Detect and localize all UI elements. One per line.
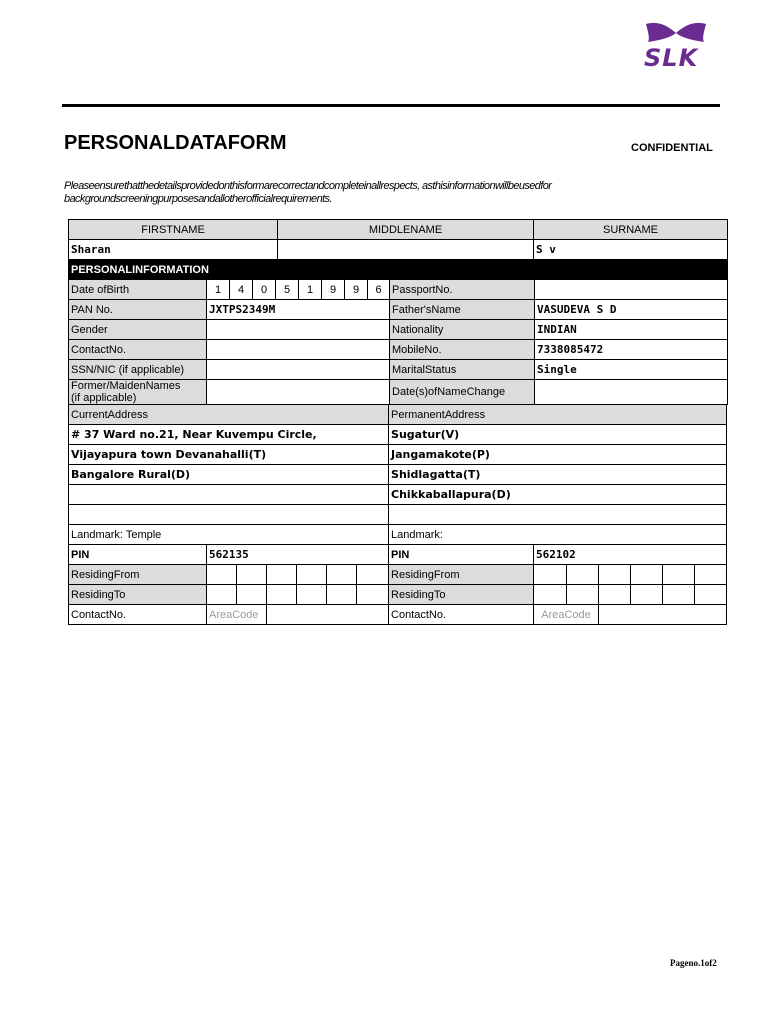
header-divider xyxy=(62,104,720,107)
current-pin-label: PIN xyxy=(69,545,207,565)
dob-label: Date ofBirth xyxy=(69,280,207,300)
nationality-label: Nationality xyxy=(390,320,535,340)
date-box[interactable] xyxy=(695,585,727,605)
mobile-label: MobileNo. xyxy=(390,340,535,360)
date-box[interactable] xyxy=(631,585,663,605)
former-names-field[interactable] xyxy=(207,380,390,405)
dob-digit[interactable]: 9 xyxy=(345,280,368,300)
surname-field[interactable]: S v xyxy=(534,240,728,260)
nationality-field[interactable]: INDIAN xyxy=(535,320,728,340)
ssn-field[interactable] xyxy=(207,360,390,380)
date-box[interactable] xyxy=(567,565,599,585)
date-box[interactable] xyxy=(631,565,663,585)
date-box[interactable] xyxy=(357,565,389,585)
permanent-pin-field[interactable]: 562102 xyxy=(534,545,727,565)
bow-icon xyxy=(644,22,708,44)
current-pin-field[interactable]: 562135 xyxy=(207,545,389,565)
passport-field[interactable] xyxy=(535,280,728,300)
permanent-address-line[interactable]: Sugatur(V) xyxy=(389,425,727,445)
name-change-label: Date(s)ofNameChange xyxy=(390,380,535,405)
permanent-contact-field[interactable] xyxy=(599,605,727,625)
former-names-label xyxy=(69,380,207,405)
date-box[interactable] xyxy=(207,585,237,605)
date-box[interactable] xyxy=(599,585,631,605)
current-address-label: CurrentAddress xyxy=(69,405,389,425)
date-box[interactable] xyxy=(663,565,695,585)
dob-digit[interactable]: 1 xyxy=(299,280,322,300)
permanent-pin-label: PIN xyxy=(389,545,534,565)
marital-status-field[interactable]: Single xyxy=(535,360,728,380)
page-title: PERSONALDATAFORM xyxy=(64,132,287,154)
father-name-label: Father'sName xyxy=(390,300,535,320)
first-name-header: FIRSTNAME xyxy=(69,220,278,240)
dob-digit[interactable]: 0 xyxy=(253,280,276,300)
mobile-field[interactable]: 7338085472 xyxy=(535,340,728,360)
current-address-line[interactable] xyxy=(69,485,389,505)
current-contact-label: ContactNo. xyxy=(69,605,207,625)
middle-name-field[interactable] xyxy=(278,240,534,260)
former-names-label-line2: (if applicable) xyxy=(71,392,137,404)
date-box[interactable] xyxy=(237,585,267,605)
date-box[interactable] xyxy=(567,585,599,605)
page-number: Pageno.1of2 xyxy=(670,958,717,968)
permanent-address-line[interactable]: Chikkaballapura(D) xyxy=(389,485,727,505)
contact-label: ContactNo. xyxy=(69,340,207,360)
permanent-address-line[interactable]: Jangamakote(P) xyxy=(389,445,727,465)
date-box[interactable] xyxy=(297,585,327,605)
permanent-address-line[interactable] xyxy=(389,505,727,525)
name-table xyxy=(68,219,728,260)
intro-text: Pleaseensurethatthedetailsprovidedonthisformarecorrectandcompleteinallrespects, asthisinformationwillbeusedfor backgroundscreeningpurposesandallotherofficialrequirements. xyxy=(64,180,552,205)
ssn-label: SSN/NIC (if applicable) xyxy=(69,360,207,380)
permanent-landmark-field[interactable]: Landmark: xyxy=(389,525,727,545)
former-names-label-line1: Former/MaidenNames xyxy=(71,380,181,392)
permanent-residing-to-label: ResidingTo xyxy=(389,585,534,605)
dob-digit[interactable]: 1 xyxy=(207,280,230,300)
first-name-field[interactable]: Sharan xyxy=(69,240,278,260)
personal-info-table xyxy=(68,259,728,405)
current-area-code-field[interactable]: AreaCode xyxy=(207,605,267,625)
permanent-residing-from-label: ResidingFrom xyxy=(389,565,534,585)
surname-header: SURNAME xyxy=(534,220,728,240)
personal-data-form xyxy=(68,219,727,625)
current-residing-to-label: ResidingTo xyxy=(69,585,207,605)
father-name-field[interactable]: VASUDEVA S D xyxy=(535,300,728,320)
date-box[interactable] xyxy=(207,565,237,585)
current-address-line[interactable] xyxy=(69,505,389,525)
permanent-area-code-field[interactable]: AreaCode xyxy=(534,605,599,625)
gender-field[interactable] xyxy=(207,320,390,340)
date-box[interactable] xyxy=(599,565,631,585)
dob-digit[interactable]: 9 xyxy=(322,280,345,300)
personal-info-section-title: PERSONALINFORMATION xyxy=(69,260,728,280)
date-box[interactable] xyxy=(534,565,567,585)
date-box[interactable] xyxy=(534,585,567,605)
current-landmark-field[interactable]: Landmark: Temple xyxy=(69,525,389,545)
slk-logo xyxy=(640,22,712,72)
current-address-line[interactable]: # 37 Ward no.21, Near Kuvempu Circle, xyxy=(69,425,389,445)
pan-field[interactable]: JXTPS2349M xyxy=(207,300,390,320)
date-box[interactable] xyxy=(663,585,695,605)
date-box[interactable] xyxy=(267,565,297,585)
address-table xyxy=(68,404,727,625)
gender-label: Gender xyxy=(69,320,207,340)
current-contact-field[interactable] xyxy=(267,605,389,625)
dob-digit[interactable]: 6 xyxy=(368,280,390,300)
confidential-label: CONFIDENTIAL xyxy=(631,142,713,154)
contact-field[interactable] xyxy=(207,340,390,360)
dob-digit[interactable]: 4 xyxy=(230,280,253,300)
date-box[interactable] xyxy=(695,565,727,585)
date-box[interactable] xyxy=(267,585,297,605)
logo-text: SLK xyxy=(644,44,699,72)
date-box[interactable] xyxy=(237,565,267,585)
date-box[interactable] xyxy=(357,585,389,605)
current-residing-from-label: ResidingFrom xyxy=(69,565,207,585)
permanent-address-line[interactable]: Shidlagatta(T) xyxy=(389,465,727,485)
current-address-line[interactable]: Vijayapura town Devanahalli(T) xyxy=(69,445,389,465)
name-change-field[interactable] xyxy=(535,380,728,405)
date-box[interactable] xyxy=(297,565,327,585)
marital-status-label: MaritalStatus xyxy=(390,360,535,380)
permanent-contact-label: ContactNo. xyxy=(389,605,534,625)
dob-digit[interactable]: 5 xyxy=(276,280,299,300)
passport-label: PassportNo. xyxy=(390,280,535,300)
current-address-line[interactable]: Bangalore Rural(D) xyxy=(69,465,389,485)
date-box[interactable] xyxy=(327,565,357,585)
date-box[interactable] xyxy=(327,585,357,605)
pan-label: PAN No. xyxy=(69,300,207,320)
middle-name-header: MIDDLENAME xyxy=(278,220,534,240)
permanent-address-label: PermanentAddress xyxy=(389,405,727,425)
